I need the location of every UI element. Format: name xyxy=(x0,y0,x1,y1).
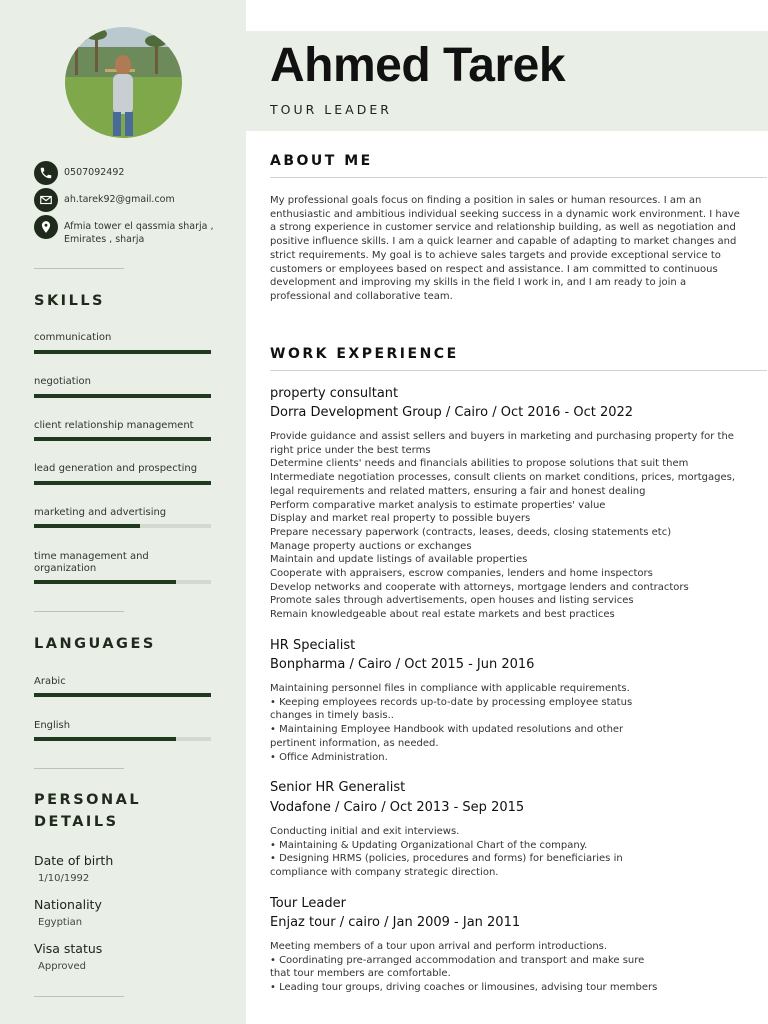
about-heading: ABOUT ME xyxy=(270,153,373,169)
visa-label: Visa status xyxy=(34,941,103,956)
work-experience-heading: WORK EXPERIENCE xyxy=(270,346,459,362)
job-description-line: pertinent information, as needed. xyxy=(270,737,439,749)
job-description-line: • Keeping employees records up-to-date by processing employee status xyxy=(270,696,633,708)
skill-bar xyxy=(34,394,211,398)
skill-label: lead generation and prospecting xyxy=(34,463,198,474)
job-description xyxy=(270,430,750,622)
location-pin-icon xyxy=(34,215,58,239)
dob-value: 1/10/1992 xyxy=(38,873,90,884)
job-description-line: Meeting members of a tour upon arrival and perform introductions. xyxy=(270,941,608,952)
job-description-line: Cooperate with appraisers, escrow companies, lenders and home inspectors xyxy=(270,568,653,580)
job-title: property consultant xyxy=(270,386,399,401)
job-company: Dorra Development Group / Cairo / Oct 2016 - Oct 2022 xyxy=(270,405,634,420)
skill-label: communication xyxy=(34,332,112,343)
sidebar-divider xyxy=(34,996,124,997)
skill-bar xyxy=(34,524,211,528)
sidebar-divider xyxy=(34,268,124,269)
profile-photo xyxy=(65,27,182,138)
job-description-line: right price under the best terms xyxy=(270,444,431,456)
job-description-line: Maintaining personnel files in compliance with applicable requirements. xyxy=(270,683,630,694)
about-text: My professional goals focus on finding a position in sales or human resources. I am an enthusiastic and ambitious individual seeking success in a dynamic work environment. I have a strong experience in customer service and relationship building, as well as negotiation and positive influence skills. I am a quick learner and capable of adapting to market changes and strict requirements. My goal is to achieve sales targets and provide exceptional service to customers or employees based on respect and assistance. I am committed to continuous development and improving my skills in the field I work in, and I am ready to join a professional and collaborative team. xyxy=(270,195,740,302)
job-description-line: legal requirements and related matters, ensuring a fair and honest dealing xyxy=(270,485,646,497)
job-description-line: Provide guidance and assist sellers and buyers in marketing and purchasing property for the xyxy=(270,431,734,442)
job-description xyxy=(270,682,750,764)
personal-details-heading: PERSONAL DETAILS xyxy=(34,792,142,830)
job-title: Tour Leader xyxy=(270,896,346,911)
job-title: HR Specialist xyxy=(270,638,356,653)
language-bar xyxy=(34,737,211,741)
skills-heading: SKILLS xyxy=(34,293,105,309)
contact-phone xyxy=(34,161,214,185)
nationality-value: Egyptian xyxy=(38,917,83,928)
job-description-line: changes in timely basis.. xyxy=(270,710,394,722)
job-description-line: that tour members are comfortable. xyxy=(270,968,451,980)
languages-heading: LANGUAGES xyxy=(34,636,156,652)
job-description xyxy=(270,825,750,880)
job-company: Enjaz tour / cairo / Jan 2009 - Jan 2011 xyxy=(270,915,521,930)
job-description-line: Promote sales through advertisements, open houses and listing services xyxy=(270,595,634,607)
job-description-line: Manage property auctions or exchanges xyxy=(270,540,472,552)
job-description-line: Develop networks and cooperate with attorneys, mortgage lenders and contractors xyxy=(270,581,689,593)
job-description-line: • Maintaining & Updating Organizational Chart of the company. xyxy=(270,839,588,851)
language-bar xyxy=(34,693,211,697)
skill-bar xyxy=(34,481,211,485)
job-description xyxy=(270,940,750,995)
skill-label: time management and organization xyxy=(34,551,149,574)
skill-bar xyxy=(34,580,211,584)
job-description-line: • Leading tour groups, driving coaches or limousines, advising tour members xyxy=(270,982,658,994)
job-description-line: Conducting initial and exit interviews. xyxy=(270,826,460,837)
job-description-line: compliance with company strategic direction. xyxy=(270,867,499,879)
job-description-line: Display and market real property to possible buyers xyxy=(270,513,531,525)
section-rule xyxy=(270,177,767,178)
job-title: Senior HR Generalist xyxy=(270,780,406,795)
address: Afmia tower el qassmia sharja , Emirates , sharja xyxy=(64,221,214,245)
mail-icon xyxy=(34,188,58,212)
job-description-line: Determine clients' needs and financials abilities to propose solutions that suit them xyxy=(270,458,689,470)
job-description-line: Intermediate negotiation processes, consult clients on market conditions, prices, mortgages, xyxy=(270,472,736,484)
skill-label: negotiation xyxy=(34,376,91,387)
skill-bar xyxy=(34,437,211,441)
email-address: ah.tarek92@gmail.com xyxy=(64,194,175,205)
language-label: Arabic xyxy=(34,676,66,687)
job-description-line: • Office Administration. xyxy=(270,751,388,763)
job-company: Vodafone / Cairo / Oct 2013 - Sep 2015 xyxy=(270,800,525,815)
skill-label: marketing and advertising xyxy=(34,507,167,518)
contact-email xyxy=(34,188,214,212)
visa-value: Approved xyxy=(38,961,86,972)
nationality-label: Nationality xyxy=(34,897,102,912)
section-rule xyxy=(270,370,767,371)
skill-label: client relationship management xyxy=(34,420,194,431)
job-description-line: Prepare necessary paperwork (contracts, leases, deeds, closing statements etc) xyxy=(270,526,672,538)
language-label: English xyxy=(34,720,71,731)
candidate-name: Ahmed Tarek xyxy=(270,39,566,92)
skill-bar xyxy=(34,350,211,354)
contact-address xyxy=(34,215,214,246)
job-description-line: • Maintaining Employee Handbook with updated resolutions and other xyxy=(270,724,624,736)
phone-number: 0507092492 xyxy=(64,167,125,178)
job-description-line: Maintain and update listings of available properties xyxy=(270,554,528,566)
job-description-line: • Designing HRMS (policies, procedures and forms) for beneficiaries in xyxy=(270,853,623,865)
job-description-line: Perform comparative market analysis to estimate properties' value xyxy=(270,499,606,511)
candidate-role: TOUR LEADER xyxy=(270,102,392,117)
sidebar-divider xyxy=(34,611,124,612)
job-description-line: • Coordinating pre-arranged accommodation and transport and make sure xyxy=(270,954,645,966)
job-description-line: Remain knowledgeable about real estate markets and best practices xyxy=(270,609,615,621)
job-company: Bonpharma / Cairo / Oct 2015 - Jun 2016 xyxy=(270,657,535,672)
dob-label: Date of birth xyxy=(34,853,114,868)
phone-icon xyxy=(34,161,58,185)
sidebar-divider xyxy=(34,768,124,769)
